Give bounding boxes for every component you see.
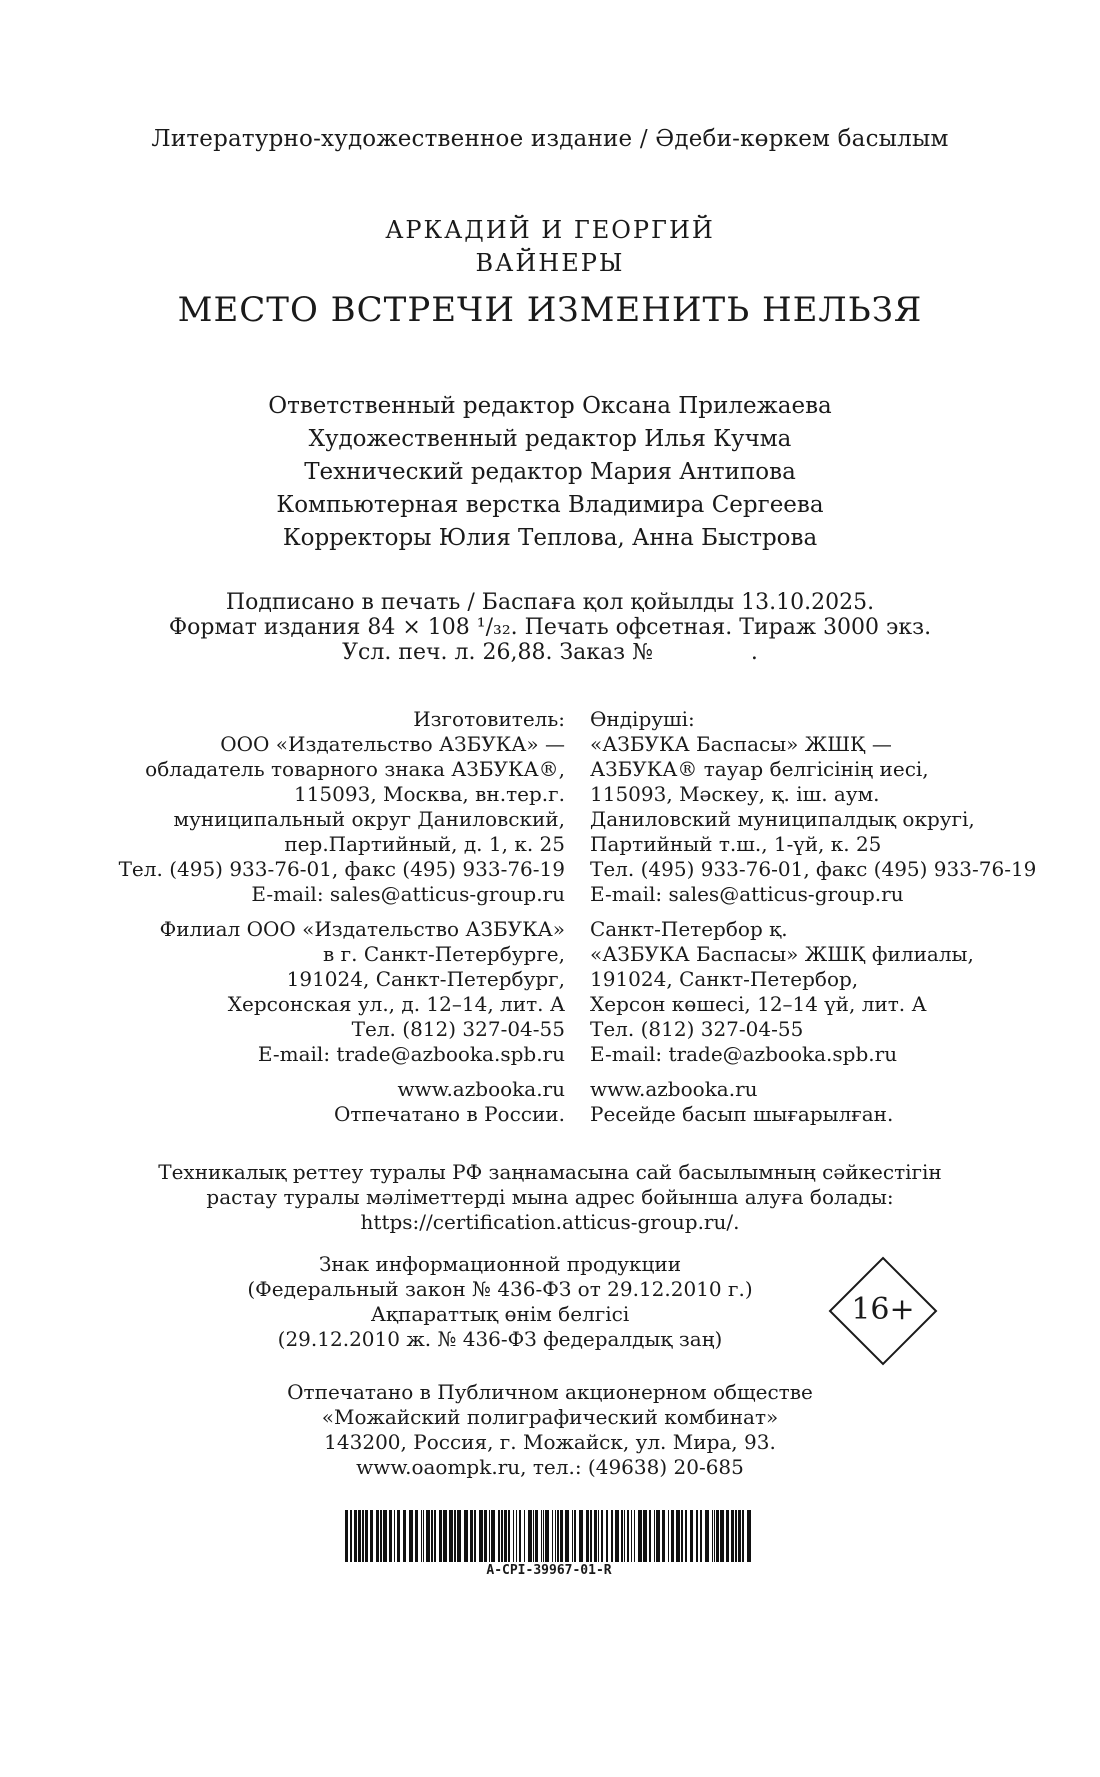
barcode-bar xyxy=(454,1510,456,1562)
barcode-bar xyxy=(668,1510,669,1562)
barcode-bar xyxy=(735,1510,737,1562)
branch-line: Тел. (812) 327-04-55 xyxy=(351,1017,565,1041)
barcode-bar xyxy=(403,1510,406,1562)
barcode-bar xyxy=(738,1510,741,1562)
manufacturer-line: Партийный т.ш., 1-үй, к. 25 xyxy=(590,832,882,856)
printer-line: www.oaompk.ru, тел.: (49638) 20-685 xyxy=(356,1455,744,1479)
manufacturer-line: Тел. (495) 933-76-01, факс (495) 933-76-19 xyxy=(118,857,565,881)
barcode-bar xyxy=(654,1510,655,1562)
print-line: Формат издания 84 × 108 ¹/₃₂. Печать офсетная. Тираж 3000 экз. xyxy=(168,615,932,640)
barcode-bar xyxy=(383,1510,387,1562)
barcode-bar xyxy=(479,1510,483,1562)
manufacturer-line: муниципальный округ Даниловский, xyxy=(173,807,565,831)
barcode-bar xyxy=(742,1510,744,1562)
barcode-bar xyxy=(421,1510,422,1562)
branch-line: «АЗБУКА Баспасы» ЖШҚ филиалы, xyxy=(590,942,974,966)
barcode-bar xyxy=(731,1510,734,1562)
barcode-bar xyxy=(726,1510,729,1562)
barcode-bar xyxy=(394,1510,395,1562)
staff-line: Технический редактор Мария Антипова xyxy=(304,459,796,485)
printer-line: «Можайский полиграфический комбинат» xyxy=(321,1405,779,1429)
barcode-bar xyxy=(606,1510,608,1562)
authors xyxy=(0,214,1100,280)
barcode-bar xyxy=(380,1510,382,1562)
edition-type: Литературно-художественное издание / Әдеби-көркем басылым xyxy=(151,126,949,152)
barcode-icon xyxy=(345,1510,753,1562)
barcode-bar xyxy=(474,1510,476,1562)
age-rating: 16+ xyxy=(851,1292,915,1327)
barcode-bar xyxy=(397,1510,400,1562)
barcode-bar xyxy=(423,1510,424,1562)
barcode-bar xyxy=(543,1510,544,1562)
certification-link[interactable]: https://certification.atticus-group.ru/. xyxy=(360,1210,740,1234)
barcode-bar xyxy=(615,1510,619,1562)
barcode-bar xyxy=(376,1510,379,1562)
barcode-bar xyxy=(489,1510,490,1562)
manufacturer-line: E-mail: sales@atticus-group.ru xyxy=(251,882,565,906)
manufacturer-line: Өндіруші: xyxy=(590,707,695,731)
barcode-bar xyxy=(716,1510,719,1562)
barcode-bar xyxy=(590,1510,592,1562)
manufacturer-line: Даниловский муниципалдық округі, xyxy=(590,807,975,831)
staff-line: Компьютерная верстка Владимира Сергеева xyxy=(276,492,824,518)
manufacturer-line: E-mail: sales@atticus-group.ru xyxy=(590,882,904,906)
barcode-bar xyxy=(712,1510,713,1562)
barcode-bar xyxy=(434,1510,436,1562)
barcode-bar xyxy=(484,1510,487,1562)
barcode-bar xyxy=(439,1510,442,1562)
barcode-bar xyxy=(565,1510,569,1562)
barcode-bar xyxy=(631,1510,632,1562)
branch-line: Херсон көшесі, 12–14 үй, лит. А xyxy=(590,992,927,1016)
barcode-bar xyxy=(535,1510,538,1562)
manufacturer-line: пер.Партийный, д. 1, к. 25 xyxy=(284,832,565,856)
barcode-bar xyxy=(524,1510,525,1562)
printed-in: Ресейде басып шығарылған. xyxy=(590,1102,894,1126)
barcode-bar xyxy=(516,1510,517,1562)
barcode-bar xyxy=(528,1510,532,1562)
barcode-bar xyxy=(470,1510,473,1562)
manufacturer-line: «АЗБУКА Баспасы» ЖШҚ — xyxy=(590,732,892,756)
manufacturer-line: обладатель товарного знака АЗБУКА®, xyxy=(145,757,565,781)
barcode-bar xyxy=(624,1510,625,1562)
website-link[interactable]: www.azbooka.ru xyxy=(397,1077,565,1101)
barcode-bar xyxy=(498,1510,500,1562)
print-line: Подписано в печать / Баспаға қол қойылды 13.10.2025. xyxy=(225,590,875,615)
certification-line: растау туралы мәліметтерді мына адрес бойынша алуға болады: xyxy=(206,1185,894,1209)
book-title: МЕСТО ВСТРЕЧИ ИЗМЕНИТЬ НЕЛЬЗЯ xyxy=(177,290,923,330)
barcode-bar xyxy=(449,1510,453,1562)
barcode-bar xyxy=(362,1510,364,1562)
barcode-bar xyxy=(685,1510,687,1562)
print-info xyxy=(0,590,1100,665)
barcode-bar xyxy=(504,1510,507,1562)
barcode-bar xyxy=(431,1510,433,1562)
branch-line: Санкт-Петербор қ. xyxy=(590,917,788,941)
barcode-bar xyxy=(350,1510,352,1562)
authors-line: ВАЙНЕРЫ xyxy=(475,249,625,277)
branch-line: Филиал ООО «Издательство АЗБУКА» xyxy=(159,917,565,941)
printer-info xyxy=(0,1380,1100,1480)
manufacturer-line: АЗБУКА® тауар белгісінің иесі, xyxy=(590,757,929,781)
branch-line: 191024, Санкт-Петербор, xyxy=(590,967,859,991)
branch-line: в г. Санкт-Петербурге, xyxy=(323,942,565,966)
sign-line: (Федеральный закон № 436-ФЗ от 29.12.2010 г.) xyxy=(247,1277,753,1301)
branch-line: E-mail: trade@azbooka.spb.ru xyxy=(590,1042,898,1066)
barcode-bar xyxy=(513,1510,514,1562)
barcode-bar xyxy=(690,1510,693,1562)
barcode-bar xyxy=(545,1510,549,1562)
barcode-bar xyxy=(714,1510,715,1562)
barcode-bar xyxy=(533,1510,534,1562)
barcode-bar xyxy=(572,1510,573,1562)
barcode-bar xyxy=(457,1510,461,1562)
barcode-bar xyxy=(700,1510,702,1562)
barcode-bar xyxy=(501,1510,503,1562)
barcode-bar xyxy=(747,1510,751,1562)
barcode-bar xyxy=(415,1510,418,1562)
barcode-bar xyxy=(720,1510,724,1562)
sign-line: (29.12.2010 ж. № 436-ФЗ федералдық заң) xyxy=(277,1327,723,1351)
barcode-bar xyxy=(370,1510,373,1562)
staff-line: Корректоры Юлия Теплова, Анна Быстрова xyxy=(282,525,818,551)
authors-line: АРКАДИЙ И ГЕОРГИЙ xyxy=(385,216,715,244)
barcode-bar xyxy=(409,1510,413,1562)
barcode-bar xyxy=(345,1510,348,1562)
branch-line: E-mail: trade@azbooka.spb.ru xyxy=(257,1042,565,1066)
barcode-bar xyxy=(598,1510,599,1562)
barcode-bar xyxy=(491,1510,495,1562)
barcode-bar xyxy=(579,1510,583,1562)
barcode-bar xyxy=(601,1510,603,1562)
certification-notice xyxy=(0,1160,1100,1235)
staff-line: Художественный редактор Илья Кучма xyxy=(308,426,792,452)
barcode-bar xyxy=(649,1510,651,1562)
barcode-bar xyxy=(594,1510,597,1562)
barcode-bar xyxy=(671,1510,674,1562)
sign-line: Ақпараттық өнім белгісі xyxy=(370,1302,630,1326)
barcode-bar xyxy=(555,1510,556,1562)
certification-line: Техникалық реттеу туралы РФ заңнамасына сай басылымның сәйкестігін xyxy=(158,1160,942,1184)
manufacturer-line: 115093, Москва, вн.тер.г. xyxy=(293,782,565,806)
barcode-bar xyxy=(541,1510,542,1562)
branch-line: Херсонская ул., д. 12–14, лит. А xyxy=(227,992,565,1016)
barcode-bar xyxy=(662,1510,665,1562)
barcode-bar xyxy=(519,1510,521,1562)
manufacturer-line: ООО «Издательство АЗБУКА» — xyxy=(220,732,565,756)
barcode-bar xyxy=(586,1510,589,1562)
barcode-bar xyxy=(464,1510,468,1562)
barcode-bar xyxy=(681,1510,683,1562)
publisher-russian xyxy=(119,707,565,1127)
barcode-bar xyxy=(627,1510,629,1562)
barcode-bar xyxy=(560,1510,563,1562)
barcode-bar xyxy=(656,1510,660,1562)
barcode-bar xyxy=(643,1510,647,1562)
barcode-bar xyxy=(358,1510,361,1562)
barcode-bar xyxy=(552,1510,553,1562)
publisher-kazakh xyxy=(590,707,1036,1127)
branch-line: Тел. (812) 327-04-55 xyxy=(590,1017,804,1041)
barcode-bar xyxy=(508,1510,510,1562)
barcode-bar xyxy=(426,1510,430,1562)
barcode-bar xyxy=(705,1510,709,1562)
website-link[interactable]: www.azbooka.ru xyxy=(590,1077,758,1101)
printer-line: 143200, Россия, г. Можайск, ул. Мира, 93. xyxy=(324,1430,776,1454)
barcode-bar xyxy=(443,1510,447,1562)
manufacturer-line: 115093, Мәскеу, қ. іш. аум. xyxy=(590,782,880,806)
branch-line: 191024, Санкт-Петербург, xyxy=(286,967,565,991)
barcode-bar xyxy=(557,1510,559,1562)
barcode-bar xyxy=(638,1510,642,1562)
barcode-bar xyxy=(634,1510,635,1562)
sign-line: Знак информационной продукции xyxy=(318,1252,682,1276)
manufacturer-line: Тел. (495) 933-76-01, факс (495) 933-76-19 xyxy=(590,857,1037,881)
staff-line: Ответственный редактор Оксана Прилежаева xyxy=(268,393,832,419)
editorial-staff xyxy=(0,390,1100,555)
barcode-bar xyxy=(611,1510,613,1562)
manufacturer-line: Изготовитель: xyxy=(413,707,565,731)
barcode-code: A-CPI-39967-01-R xyxy=(486,1563,612,1578)
barcode-bar xyxy=(574,1510,576,1562)
barcode-bar xyxy=(696,1510,698,1562)
printed-in: Отпечатано в России. xyxy=(333,1102,565,1126)
printer-line: Отпечатано в Публичном акционерном обществе xyxy=(287,1380,813,1404)
barcode-bar xyxy=(389,1510,392,1562)
print-line: Усл. печ. л. 26,88. Заказ № . xyxy=(342,640,758,665)
barcode-bar xyxy=(676,1510,680,1562)
barcode-bar xyxy=(621,1510,623,1562)
barcode-bar xyxy=(365,1510,368,1562)
barcode-bar xyxy=(354,1510,357,1562)
